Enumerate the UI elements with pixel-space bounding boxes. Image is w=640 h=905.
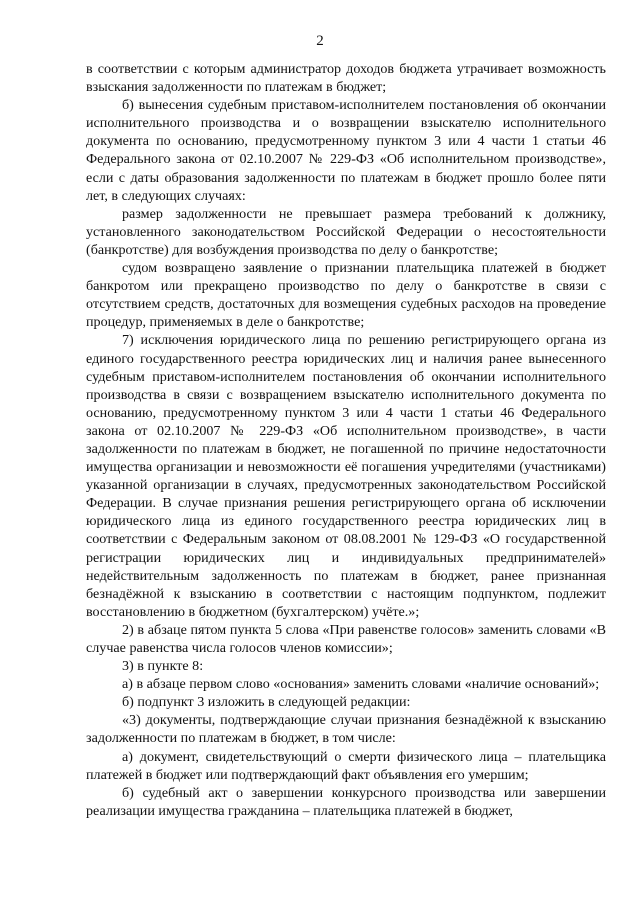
paragraph-amendment-3: 3) в пункте 8:: [122, 658, 204, 675]
paragraph-continuation: в соответствии с которым администратор доходов бюджета утрачивает возможность взыскания задолженности по платежам в бюджет;: [86, 61, 606, 96]
paragraph-document-a: а) документ, свидетельствующий о смерти физического лица – плательщика платежей в бюджет или подтверждающий факт объявления его умершим;: [86, 748, 606, 783]
paragraph-amendment-3a: а) в абзаце первом слово «основания» заменить словами «наличие оснований»;: [122, 676, 600, 693]
page-number: 2: [316, 33, 324, 49]
paragraph-case-court-returned: судом возвращено заявление о признании плательщика платежей в бюджет банкротом или прекращено производство по делу о банкротстве в связи с отсутствием средств, достаточных для возмещения судебных расходов на проведение процедур, применяемых в деле о банкротстве;: [86, 260, 606, 331]
paragraph-subitem-b: б) вынесения судебным приставом-исполнителем постановления об окончании исполнительного производства и о возвращении взыскателю исполнительного документа по основанию, предусмотренному пунктом 3 или 4 части 1 статьи 46 Федерального закона от 02.10.2007 № 229-ФЗ «Об исполнительном производстве», если с даты образования задолженности по платежам в бюджет прошло более пяти лет, в следующих случаях:: [86, 97, 606, 204]
paragraph-new-subitem-3: «3) документы, подтверждающие случаи признания безнадёжной к взысканию задолженности по платежам в бюджет, в том числе:: [86, 712, 606, 747]
paragraph-amendment-2: 2) в абзаце пятом пункта 5 слова «При равенстве голосов» заменить словами «В случае равенства числа голосов членов комиссии»;: [86, 621, 606, 656]
paragraph-document-b: б) судебный акт о завершении конкурсного производства или завершении реализации имущества гражданина – плательщика платежей в бюджет,: [86, 784, 606, 819]
paragraph-item-7: 7) исключения юридического лица по решению регистрирующего органа из единого государственного реестра юридических лиц и наличия ранее вынесенного судебным приставом-исполнителем постановления об окончании исполнительного производства в связи с возвращением взыскателю исполнительного документа по основанию, предусмотренному пунктом 3 или 4 части 1 статьи 46 Федерального закона от 02.10.2007 № 229-ФЗ «Об исполнительном производстве», в части задолженности по платежам в бюджет, не погашенной по причине недостаточности имущества организации и невозможности её погашения учредителями (участниками) указанной организации в случаях, предусмотренных законодательством Российской Федерации. В случае признания решения регистрирующего органа об исключении юридического лица из единого государственного реестра юридических лиц в соответствии с Федеральным законом от 08.08.2001 № 129-ФЗ «О государственной регистрации юридических лиц и индивидуальных предпринимателей» недействительным задолженность по платежам в бюджет, ранее признанная безнадёжной к взысканию в соответствии с настоящим подпунктом, подлежит восстановлению в бюджетном (бухгалтерском) учёте.»;: [86, 332, 606, 620]
paragraph-amendment-3b: б) подпункт 3 изложить в следующей редакции:: [122, 694, 411, 711]
paragraph-case-debt-size: размер задолженности не превышает размера требований к должнику, установленного законодательством Российской Федерации о несостоятельности (банкротстве) для возбуждения производства по делу о банкротстве;: [86, 205, 606, 258]
document-body: [86, 60, 606, 820]
